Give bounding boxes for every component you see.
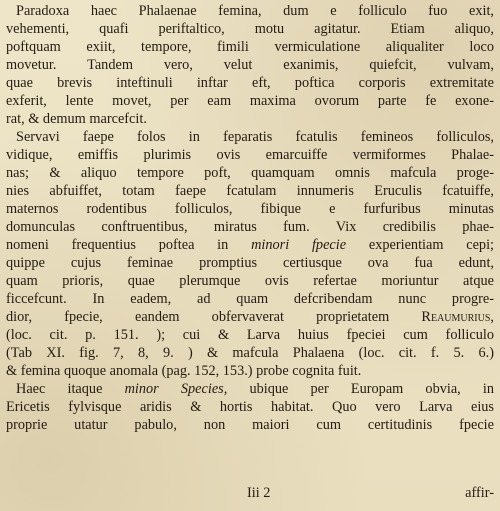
text-line: movetur. Tandem vero, velut exanimis, quiefcit, vulvam, xyxy=(6,57,494,73)
text-line xyxy=(6,380,494,398)
text-line: & femina quoque anomala (pag. 152, 153.) probe cognita fuit. xyxy=(6,363,362,379)
italic-phrase: minori fpecie xyxy=(251,237,347,253)
text-line: nies abfuiffet, totam faepe fcatulam innumeris Eruculis fcatuiffe, xyxy=(6,183,494,199)
paragraph-3 xyxy=(6,380,494,434)
text-line: quippe cujus feminae promptius certiusque ova fua edunt, xyxy=(6,255,494,271)
signature-mark: Iii 2 xyxy=(247,485,271,501)
text-line: maternos rodentibus folliculos, fibique e furfuribus minutas xyxy=(6,201,494,217)
text-segment: dior, fpecie, eandem obfervaverat proprietatem xyxy=(6,309,390,325)
text-segment: nomeni frequentius poftea in xyxy=(6,237,229,253)
text-line: Paradoxa haec Phalaenae femina, dum e folliculo fuo exit, xyxy=(16,3,494,19)
text-line xyxy=(6,236,494,254)
author-name: Reaumurius, xyxy=(421,309,494,325)
text-line: quae brevis inteftinuli inftar eft, poftica corporis extremitate xyxy=(6,75,494,91)
text-segment: ubique per Europam obvia, in xyxy=(249,381,495,397)
text-line: Ericetis fylvisque aridis & hortis habitat. Quo vero Larva eius xyxy=(6,399,494,415)
text-line: ficcefcunt. In eadem, ad quam defcribendam nunc progre- xyxy=(6,291,494,307)
page-body xyxy=(6,2,494,434)
text-segment: Haec itaque xyxy=(16,381,103,397)
page-footer xyxy=(6,485,494,505)
text-line: vidique, emiffis plurimis ovis emarcuiffe vermiformes Phalae- xyxy=(6,147,494,163)
text-segment: experientiam cepi; xyxy=(368,237,495,253)
text-line: quam prioris, quae plerumque ovis refertae moriuntur atque xyxy=(6,273,494,289)
paragraph-2 xyxy=(6,128,494,380)
text-line xyxy=(6,308,494,326)
text-line: exferit, lente movet, per eam maxima ovorum parte fe exone- xyxy=(6,93,494,109)
italic-phrase: minor Species, xyxy=(124,381,228,397)
text-line: poftquam exiit, tempore, fimili vermiculatione aliqualiter loco xyxy=(6,39,494,55)
text-line: nas; & aliquo tempore poft, quamquam omnis mafcula proge- xyxy=(6,165,494,181)
text-line: rat, & demum marcefcit. xyxy=(6,111,147,127)
text-line: Servavi faepe folos in feparatis fcatulis femineos folliculos, xyxy=(16,129,494,145)
text-line: proprie utatur pabulo, non maiori cum certitudinis fpecie xyxy=(6,417,494,433)
text-line: (Tab XI. fig. 7, 8, 9. ) & mafcula Phalaena (loc. cit. f. 5. 6.) xyxy=(6,345,494,361)
text-line: vehementi, quafi periftaltico, motu agitatur. Etiam aliquo, xyxy=(6,21,494,37)
text-line: (loc. cit. p. 151. ); cui & Larva huius fpeciei cum folliculo xyxy=(6,327,494,343)
paragraph-1 xyxy=(6,2,494,128)
text-line: domunculas conftruentibus, miratus fum. Vix credibilis phae- xyxy=(6,219,494,235)
catchword: affir- xyxy=(465,485,494,501)
